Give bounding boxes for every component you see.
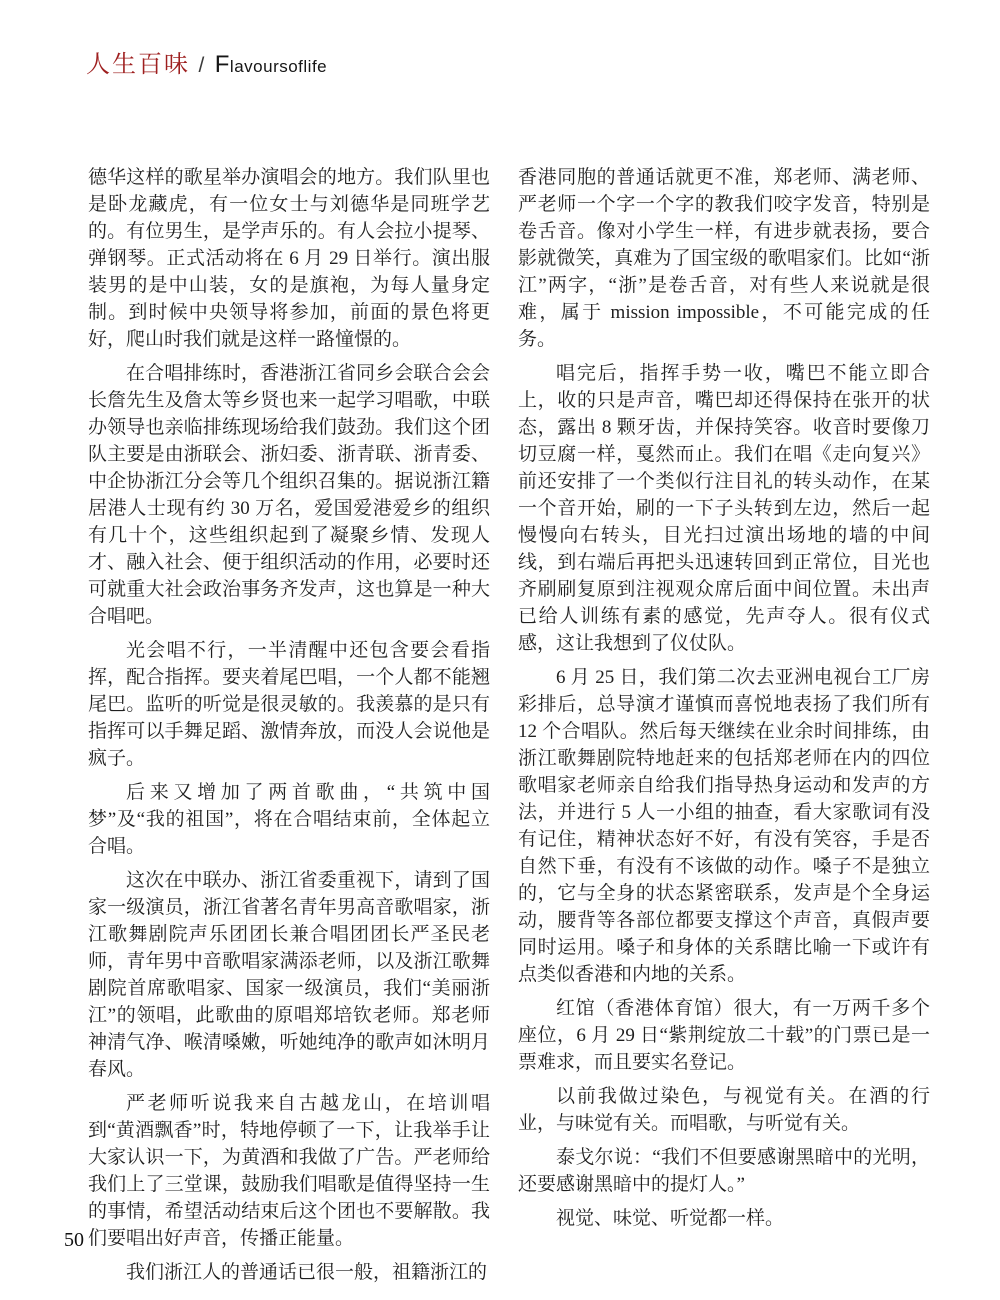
paragraph: 视觉、味觉、听觉都一样。 bbox=[556, 1208, 785, 1229]
header-separator: / bbox=[198, 54, 205, 77]
paragraph: 后来又增加了两首歌曲，“共筑中国梦”及“我的祖国”，将在合唱结束前，全体起立合唱。 bbox=[88, 782, 490, 857]
paragraph: 6 月 25 日，我们第二次去亚洲电视台工厂房彩排后，总导演才谨慎而喜悦地表扬了我们所有 12 个合唱队。然后每天继续在业余时间排练，由浙江歌舞剧院特地赶来的包括郑老师在内的四位歌唱家老师亲自给我们指导热身运动和发声的方法，并进行 5 人一小组的抽查，看大家歌词有没有记住，精神状态好不好，有没有笑容，手是否自然下垂，有没有不该做的动作。嗓子不是独立的，它与全身的状态紧密联系，发声是个全身运动，腰背等各部位都要支撑这个声音，真假声要同时运用。嗓子和身体的关系瞎比喻一下或许有点类似香港和内地的关系。 bbox=[518, 667, 930, 985]
left-column bbox=[88, 164, 490, 1293]
paragraph: 以前我做过染色，与视觉有关。在酒的行业，与味觉有关。而唱歌，与听觉有关。 bbox=[518, 1086, 930, 1134]
paragraph: 红馆（香港体育馆）很大，有一万两千多个座位，6 月 29 日“紫荆绽放二十载”的门票已是一票难求，而且要实名登记。 bbox=[518, 998, 930, 1073]
page-number: 50 bbox=[64, 1229, 84, 1251]
paragraph: 在合唱排练时，香港浙江省同乡会联合会会长詹先生及詹太等乡贤也来一起学习唱歌，中联办领导也亲临排练现场给我们鼓劲。我们这个团队主要是由浙联会、浙妇委、浙青联、浙青委、中企协浙江分会等几个组织召集的。据说浙江籍居港人士现有约 30 万名，爱国爱港爱乡的组织有几十个，这些组织起到了凝聚乡情、发现人才、融入社会、便于组织活动的作用，必要时还可就重大社会政治事务齐发声，这也算是一种大合唱吧。 bbox=[88, 363, 490, 627]
section-title-chinese: 人生百味 bbox=[86, 51, 190, 78]
paragraph: 我们浙江人的普通话已很一般，祖籍浙江的 bbox=[126, 1262, 488, 1283]
paragraph: 这次在中联办、浙江省委重视下，请到了国家一级演员，浙江省著名青年男高音歌唱家，浙江歌舞剧院声乐团团长兼合唱团团长严圣民老师，青年男中音歌唱家满添老师，以及浙江歌舞剧院首席歌唱家、国家一级演员，我们“美丽浙江”的领唱，此歌曲的原唱郑培钦老师。郑老师神清气净、喉清嗓嫩，听她纯净的歌声如沐明月春风。 bbox=[88, 870, 490, 1080]
right-column bbox=[518, 164, 930, 1293]
section-header bbox=[86, 44, 327, 79]
paragraph: 光会唱不行，一半清醒中还包含要会看指挥，配合指挥。要夹着尾巴唱，一个人都不能翘尾巴。监听的听觉是很灵敏的。我羡慕的是只有指挥可以手舞足蹈、激情奔放，而没人会说他是疯子。 bbox=[88, 640, 490, 769]
paragraph: 唱完后，指挥手势一收，嘴巴不能立即合上，收的只是声音，嘴巴却还得保持在张开的状态，露出 8 颗牙齿，并保持笑容。收音时要像刀切豆腐一样，戛然而止。我们在唱《走向复兴》前还安排了一个类似行注目礼的转头动作，在某一个音开始，刷的一下子头转到左边，然后一起慢慢向右转头，目光扫过演出场地的墙的中间线，到右端后再把头迅速转回到正常位，目光也齐刷刷复原到注视观众席后面中间位置。未出声已给人训练有素的感觉，先声夺人。很有仪式感，这让我想到了仪仗队。 bbox=[518, 363, 930, 654]
article-body bbox=[88, 164, 930, 1293]
paragraph: 严老师听说我来自古越龙山，在培训唱到“黄酒飘香”时，特地停顿了一下，让我举手让大家认识一下，为黄酒和我做了广告。严老师给我们上了三堂课，鼓励我们唱歌是值得坚持一生的事情，希望活动结束后这个团也不要解散。我们要唱出好声音，传播正能量。 bbox=[88, 1093, 490, 1249]
paragraph: 德华这样的歌星举办演唱会的地方。我们队里也是卧龙藏虎，有一位女士与刘德华是同班学艺的。有位男生，是学声乐的。有人会拉小提琴、弹钢琴。正式活动将在 6 月 29 日举行。演出服装男的是中山装，女的是旗袍，为每人量身定制。到时候中央领导将参加，前面的景色将更好，爬山时我们就是这样一路憧憬的。 bbox=[88, 167, 490, 350]
paragraph: 香港同胞的普通话就更不准，郑老师、满老师、严老师一个字一个字的教我们咬字发音，特别是卷舌音。像对小学生一样，有进步就表扬，要合影就微笑，真难为了国宝级的歌唱家们。比如“浙江”两字，“浙”是卷舌音，对有些人来说就是很难，属于 mission impossible，不可能完成的任务。 bbox=[518, 167, 930, 350]
paragraph: 泰戈尔说：“我们不但要感谢黑暗中的光明，还要感谢黑暗中的提灯人。” bbox=[518, 1147, 930, 1195]
section-title-english: Flavoursoflife bbox=[214, 51, 328, 78]
